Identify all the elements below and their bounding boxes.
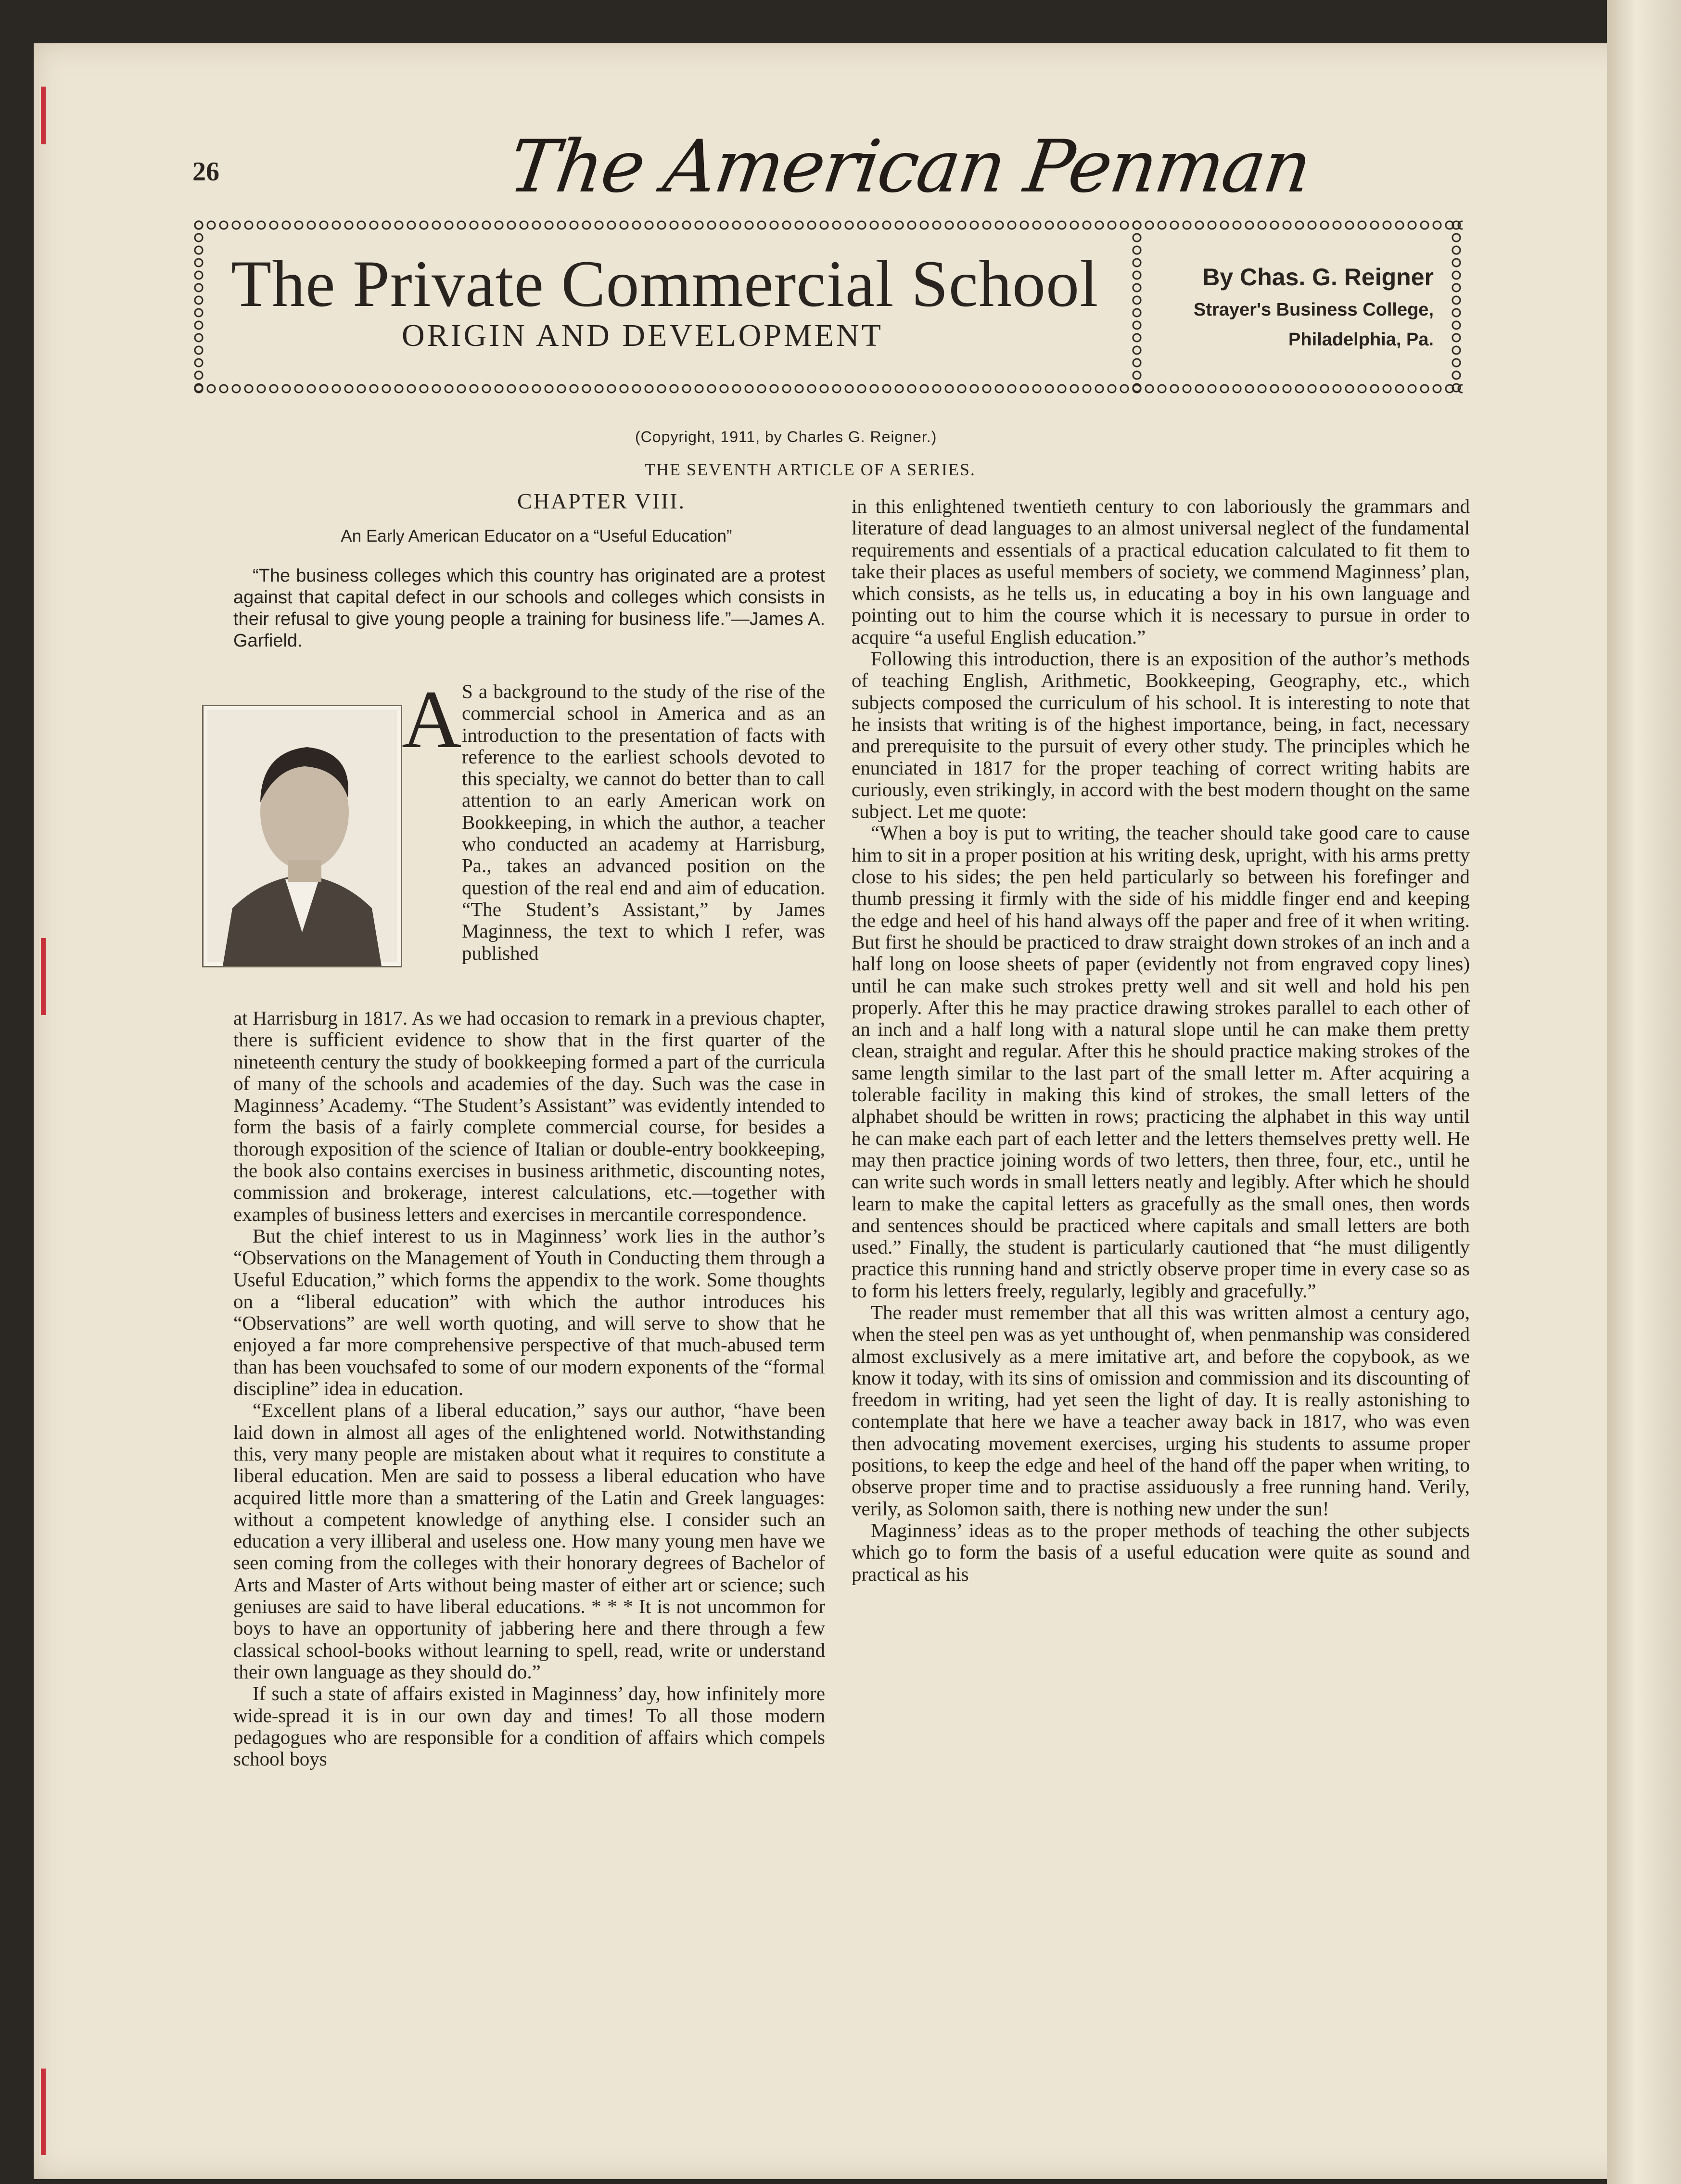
margin-mark (41, 2069, 46, 2155)
article-title: The Private Commercial School (231, 247, 1099, 320)
paragraph: S a background to the study of the rise of the commercial school in America and as an introduction to the presentation of facts with reference to the earliest schools devoted to this specialty, we cannot do better than to call attention to an early American work on Bookkeeping, in which the author, a teacher who conducted an academy at Harrisburg, Pa., takes an advanced position on the question of the real end and aim of education. “The Student’s Assistant,” by James Maginness, the text to which I refer, was published (462, 680, 825, 964)
margin-mark (41, 87, 46, 144)
paragraph: “Excellent plans of a liberal education,” says our author, “have been laid down in almost all ages of the enlightened world. Notwithstanding this, very many people are mistaken about what it requires to constitute a liberal education. Men are said to possess a liberal education who have acquired little more than a smattering of the Latin and Greek languages: without a competent knowledge of anything else. I consider such an education a very illiberal and useless one. How many young men have we seen coming from the colleges with their honorary degrees of Bachelor of Arts and Master of Arts without being master of either art or science; such geniuses are said to have liberal educations. * * * It is not uncommon for boys to have an opportunity of jabbering here and there through a few classical school-books without learning to spell, read, write or understand their own language as they should do.” (233, 1399, 825, 1683)
right-column (852, 495, 1470, 1585)
epigraph (233, 565, 825, 652)
paragraph: Maginness’ ideas as to the proper methods of teaching the other subjects which go to form the basis of a useful education were quite as sound and practical as his (852, 1519, 1470, 1585)
epigraph-text: “The business colleges which this country has originated are a protest against that capital defect in our schools and colleges which consists in their refusal to give young people a training for business life.”—James A. Garfield. (233, 566, 825, 651)
author-location: Philadelphia, Pa. (1288, 330, 1434, 350)
portrait-illustration (204, 706, 401, 966)
paragraph: The reader must remember that all this was written almost a century ago, when the steel pen was as yet unthought of, when penmanship was considered almost exclusively as a mere imitative art, and before the copybook, as we know it today, with its sins of omission and commission and its discounting of freedom in writing, had yet seen the light of day. It is really astonishing to contemplate that here we have a teacher away back in 1817, who was even then advocating movement exercises, urging his students to assume proper positions, to keep the edge and heel of the hand off the paper when writing, to observe proper time and to practise assiduously a free running hand. Verily, verily, as Solomon saith, there is nothing new under the sun! (852, 1301, 1470, 1520)
author-name: By Chas. G. Reigner (1202, 264, 1434, 291)
chain-border-left (192, 219, 205, 395)
page-number: 26 (192, 157, 219, 187)
masthead-logo: The American Penman (504, 125, 1315, 209)
title-banner (192, 219, 1463, 411)
chapter-heading: CHAPTER VIII. (517, 489, 686, 513)
paragraph: Following this introduction, there is an exposition of the author’s methods of teaching English, Arithmetic, Bookkeeping, Geography, etc., which subjects composed the curriculum of his school. It is interesting to note that he insists that writing is of the highest importance, being, in fact, necessary and prerequisite to the pursuit of every other study. The principles which he enunciated in 1817 for the proper teaching of correct writing habits are curiously, even strikingly, in accord with the best modern thought on the same subject. Let me quote: (852, 648, 1470, 823)
chain-divider (1131, 219, 1143, 395)
chain-border-bottom (192, 382, 1463, 395)
author-affiliation: Strayer's Business College, (1193, 300, 1434, 320)
copyright-notice: (Copyright, 1911, by Charles G. Reigner.) (635, 428, 937, 445)
drop-cap: A (402, 674, 462, 765)
book-spine-edge (1607, 0, 1681, 2184)
left-column (233, 1007, 825, 1770)
chain-border-right (1450, 219, 1463, 395)
paragraph: If such a state of affairs existed in Maginness’ day, how infinitely more wide-spread it is in our own day and times! To all those modern pedagogues who are responsible for a condition of affairs which compels school boys (233, 1682, 825, 1770)
chain-border-top (192, 219, 1463, 231)
author-portrait-photo (202, 705, 402, 967)
wrapped-text-block (462, 681, 825, 964)
chapter-subheading: An Early American Educator on a “Useful Education” (341, 527, 732, 546)
paragraph: in this enlightened twentieth century to con laboriously the grammars and literature of dead languages to an almost universal neglect of the fundamental requirements and essentials of a practical education calculated to fit them to take their places as useful members of society, we commend Maginness’ plan, which consists, as he tells us, in educating a boy in his own language and pointing out to him the course which it is necessary to pursue in order to acquire “a useful English education.” (852, 495, 1470, 648)
paragraph: “When a boy is put to writing, the teacher should take good care to cause him to sit in a proper position at his writing desk, upright, with his arms pretty close to his sides; the pen held particularly so between his forefinger and thumb pressing it firmly with the side of his middle finger end and keeping the edge and heel of his hand always off the paper and free of it when writing. But first he should be practiced to draw straight down strokes of an inch and a half long on loose sheets of paper (evidently not from engraved copy lines) until he can make such strokes pretty well and sit well and hold his pen properly. After this he may practice drawing strokes parallel to each other of an inch and a half long with a natural slope until he can make them pretty clean, straight and regular. After this he should practice making strokes of the same length similar to the last part of the small letter m. After acquiring a tolerable facility in making this kind of strokes, the small letters of the alphabet should be written in rows; practicing the alphabet in this way until he can make each part of each letter and the letters themselves pretty well. He may then practice joining words of two letters, then three, four, etc., until he can write such words in small letters neatly and legibly. After which he should learn to make the capital letters as gracefully as the small ones, then words and sentences should be practiced where capitals and small letters are both used.” Finally, the student is particularly cautioned that “he must diligently practice this running hand and strictly observe proper time in every case so as to form his letters freely, regularly, legibly and gracefully.” (852, 822, 1470, 1302)
article-subtitle: ORIGIN AND DEVELOPMENT (402, 318, 883, 353)
series-note: THE SEVENTH ARTICLE OF A SERIES. (645, 460, 976, 479)
margin-mark (41, 938, 46, 1015)
paragraph: But the chief interest to us in Maginness’ work lies in the author’s “Observations on the Management of Youth in Conducting them through a Useful Education,” which forms the appendix to the work. Some thoughts on a “liberal education” with which the author introduces his “Observations” are well worth quoting, and will serve to show that he enjoyed a far more comprehensive perspective of that much-abused term than has been vouchsafed to some of our modern exponents of the “formal discipline” idea in education. (233, 1224, 825, 1400)
paragraph: at Harrisburg in 1817. As we had occasion to remark in a previous chapter, there is sufficient evidence to show that in the first quarter of the nineteenth century the study of bookkeeping formed a part of the curricula of many of the schools and academies of the day. Such was the case in Maginness’ Academy. “The Student’s Assistant” was evidently intended to form the basis of a fairly complete commercial course, for besides a thorough exposition of the science of Italian or double-entry bookkeeping, the book also contains exercises in business arithmetic, discounting notes, commission and brokerage, interest calculations, etc.—together with examples of business letters and exercises in mercantile correspondence. (233, 1007, 825, 1225)
